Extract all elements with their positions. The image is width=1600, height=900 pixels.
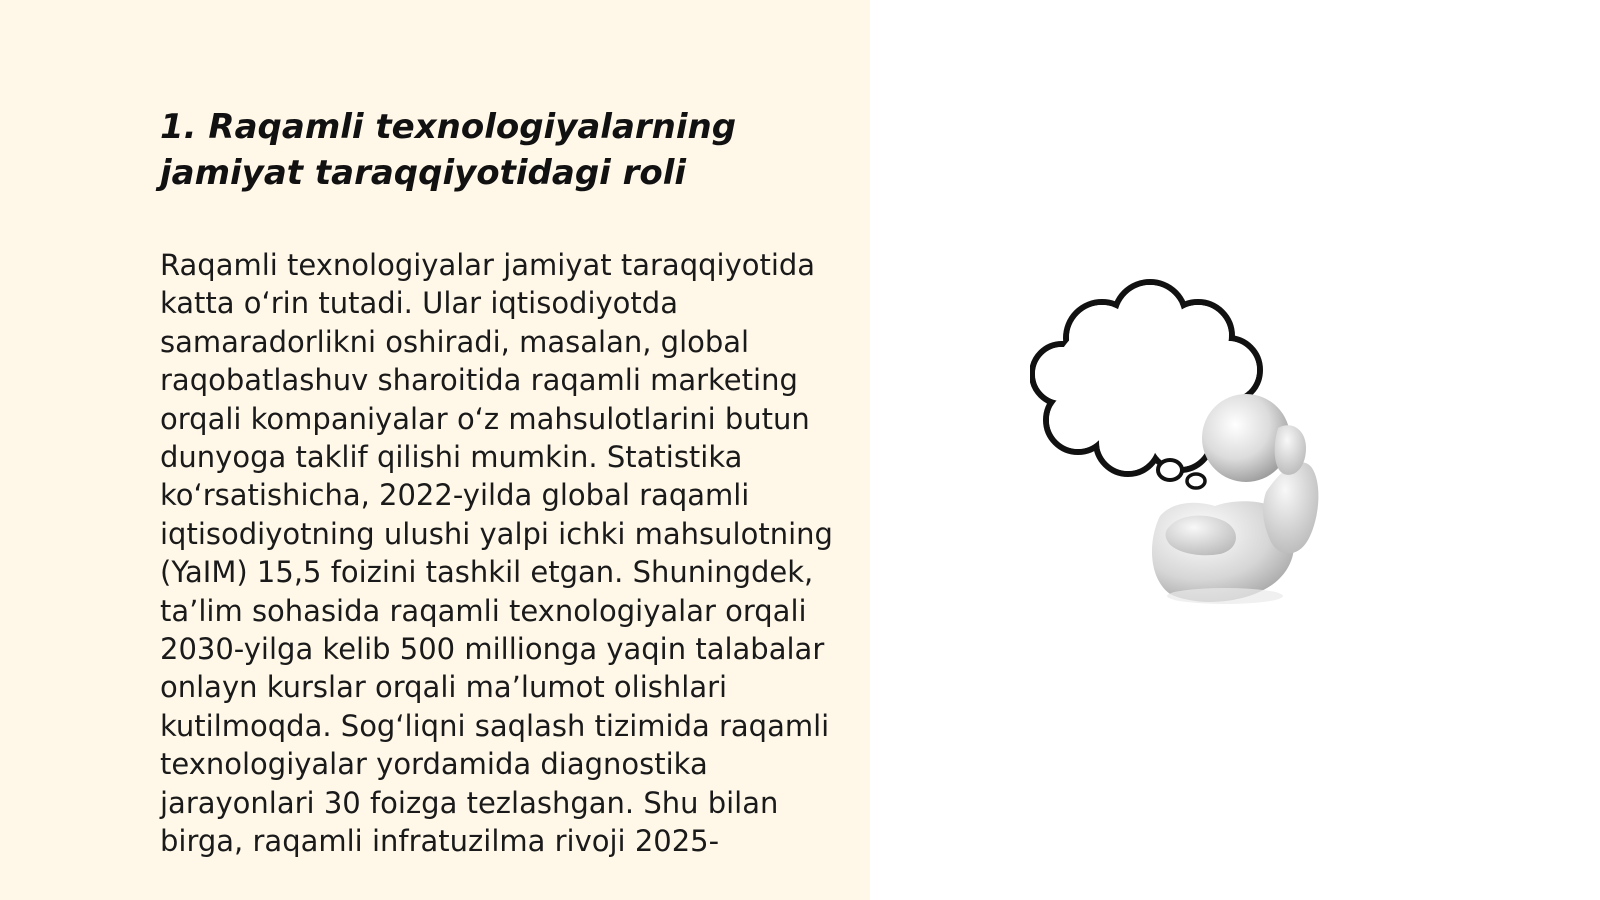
slide-title: 1. Raqamli texnologiyalarning jamiyat taraqqiyotidagi roli <box>160 107 737 193</box>
thinking-person-icon <box>1030 278 1350 618</box>
slide-body-text: Raqamli texnologiyalar jamiyat taraqqiyotida katta o‘rin tutadi. Ular iqtisodiyotda samaradorlikni oshiradi, masalan, global raqobatlashuv sharoitida raqamli marketing orqali kompaniyalar o‘z mahsulotlarini butun dunyoga taklif qilishi mumkin. Statistika ko‘rsatishicha, 2022-yilda global raqamli iqtisodiyotning ulushi yalpi ichki mahsulotning (YaIM) 15,5 foizini tashkil etgan. Shuningdek, ta’lim sohasida raqamli texnologiyalar orqali 2030-yilga kelib 500 millionga yaqin talabalar onlayn kurslar orqali ma’lumot olishlari kutilmoqda. Sog‘liqni saqlash tizimida raqamli texnologiyalar yordamida diagnostika jarayonlari 30 foizga tezlashgan. Shu bilan birga, raqamli infratuzilma rivoji 2025- <box>160 248 833 859</box>
